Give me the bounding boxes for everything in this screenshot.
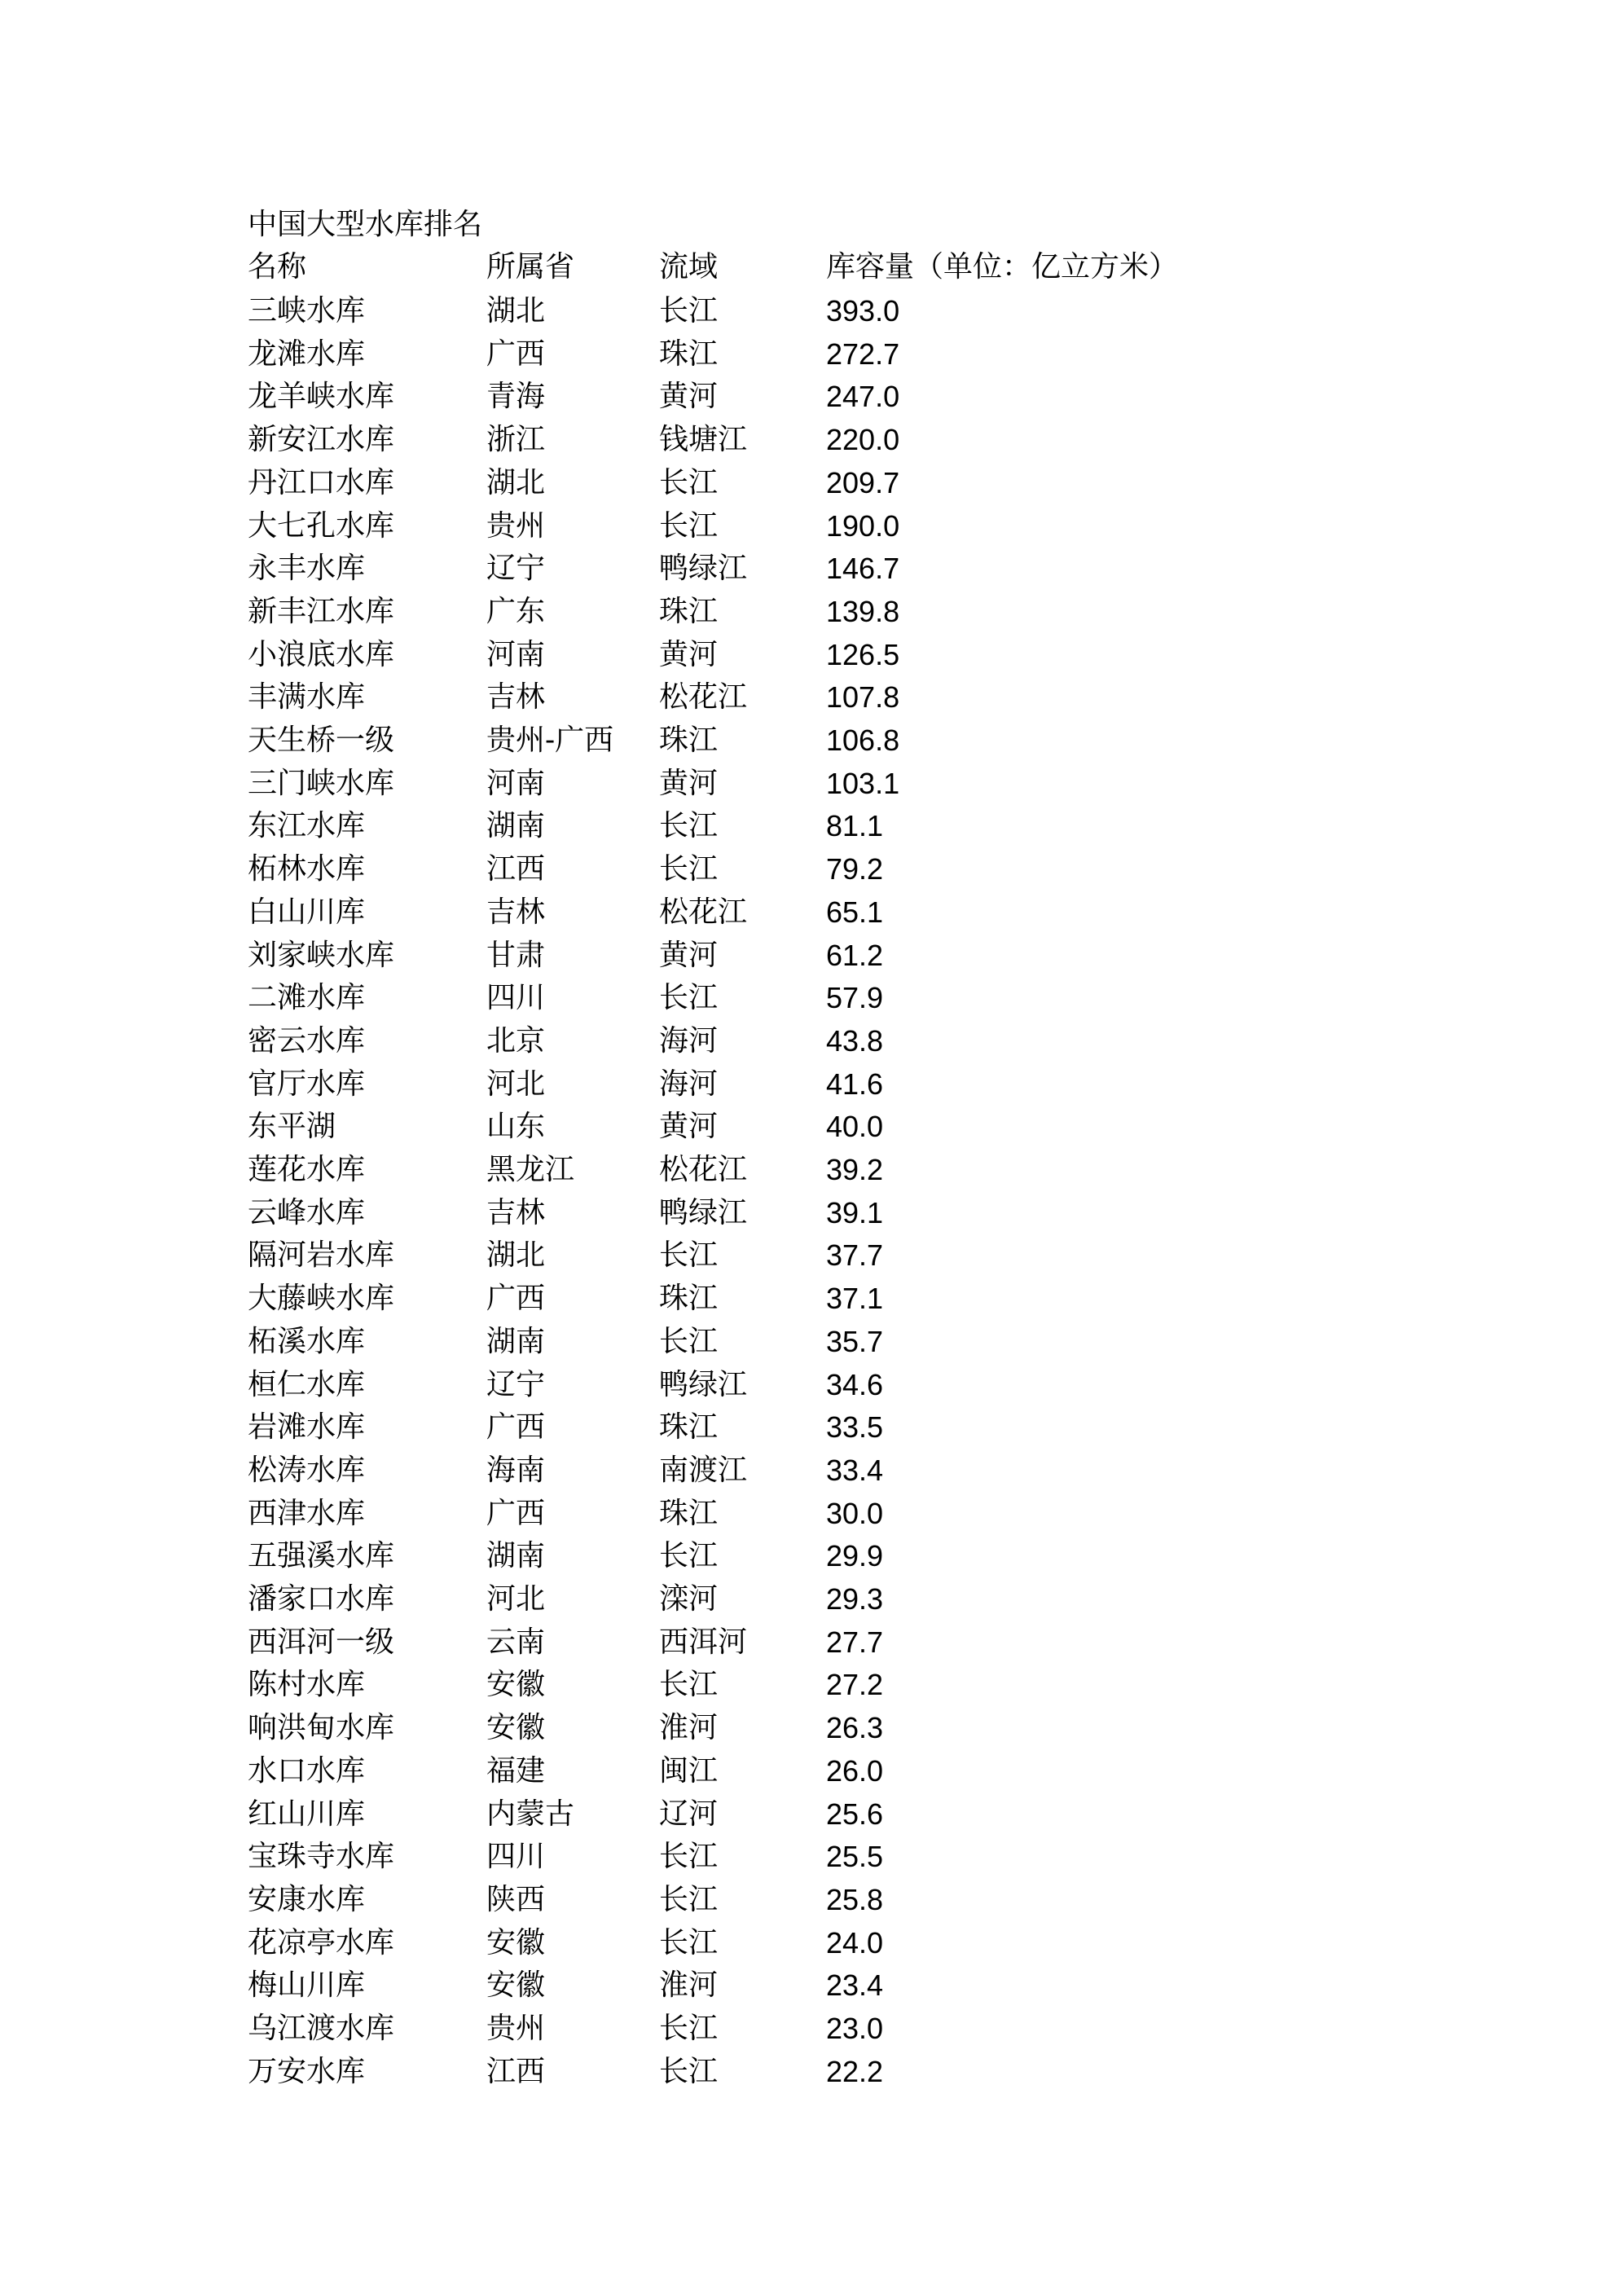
basin: 长江 <box>659 852 719 886</box>
reservoir-name: 丰满水库 <box>248 680 366 715</box>
capacity: 35.7 <box>826 1324 884 1358</box>
capacity: 40.0 <box>826 1110 884 1144</box>
reservoir-name: 龙滩水库 <box>248 336 366 371</box>
capacity: 34.6 <box>826 1367 884 1401</box>
reservoir-name: 西津水库 <box>248 1496 366 1530</box>
province: 安徽 <box>486 1668 546 1702</box>
reservoir-name: 隔河岩水库 <box>248 1238 395 1273</box>
reservoir-name: 丹江口水库 <box>248 465 395 499</box>
capacity: 29.9 <box>826 1539 884 1573</box>
basin: 黄河 <box>659 766 719 800</box>
basin: 珠江 <box>659 1410 719 1445</box>
basin: 辽河 <box>659 1797 719 1831</box>
province: 安徽 <box>486 1968 546 2003</box>
basin: 珠江 <box>659 724 719 757</box>
capacity: 25.8 <box>826 1882 884 1916</box>
reservoir-name: 新安江水库 <box>248 423 395 457</box>
basin: 黄河 <box>659 1110 719 1144</box>
header-province: 所属省 <box>486 250 575 284</box>
capacity: 23.0 <box>826 2012 884 2045</box>
reservoir-name: 西洱河一级 <box>248 1625 395 1659</box>
capacity: 146.7 <box>826 552 900 586</box>
basin: 闽江 <box>659 1753 719 1788</box>
capacity: 209.7 <box>826 465 900 499</box>
header-name: 名称 <box>248 250 307 284</box>
reservoir-name: 乌江渡水库 <box>248 2012 395 2045</box>
province: 北京 <box>486 1023 546 1058</box>
reservoir-name: 五强溪水库 <box>248 1539 395 1573</box>
reservoir-name: 柘溪水库 <box>248 1324 366 1358</box>
basin: 长江 <box>659 2054 719 2088</box>
province: 安徽 <box>486 1711 546 1745</box>
capacity: 57.9 <box>826 981 884 1015</box>
capacity: 106.8 <box>826 724 900 757</box>
province: 四川 <box>486 1840 546 1874</box>
capacity: 103.1 <box>826 766 900 800</box>
capacity: 61.2 <box>826 938 884 972</box>
capacity: 247.0 <box>826 380 900 414</box>
reservoir-name: 安康水库 <box>248 1882 366 1916</box>
province: 云南 <box>486 1625 546 1659</box>
capacity: 107.8 <box>826 680 900 715</box>
basin: 淮河 <box>659 1968 719 2003</box>
province: 黑龙江 <box>486 1153 575 1186</box>
reservoir-name: 三门峡水库 <box>248 766 395 800</box>
province: 浙江 <box>486 423 546 457</box>
basin: 长江 <box>659 465 719 499</box>
basin: 南渡江 <box>659 1453 748 1487</box>
basin: 长江 <box>659 1324 719 1358</box>
province: 河南 <box>486 637 546 671</box>
basin: 长江 <box>659 508 719 543</box>
reservoir-name: 三峡水库 <box>248 294 366 328</box>
reservoir-name: 响洪甸水库 <box>248 1711 395 1745</box>
capacity: 25.5 <box>826 1840 884 1874</box>
capacity: 190.0 <box>826 508 900 543</box>
province: 青海 <box>486 380 546 414</box>
province: 广西 <box>486 336 546 371</box>
province: 江西 <box>486 852 546 886</box>
reservoir-name: 莲花水库 <box>248 1153 366 1186</box>
basin: 鸭绿江 <box>659 1367 748 1401</box>
province: 河南 <box>486 766 546 800</box>
reservoir-name: 水口水库 <box>248 1753 366 1788</box>
capacity: 37.7 <box>826 1238 884 1273</box>
basin: 松花江 <box>659 680 748 715</box>
province: 山东 <box>486 1110 546 1144</box>
basin: 珠江 <box>659 1282 719 1316</box>
province: 海南 <box>486 1453 546 1487</box>
basin: 黄河 <box>659 938 719 972</box>
capacity: 81.1 <box>826 809 884 843</box>
capacity: 27.7 <box>826 1625 884 1659</box>
province: 贵州 <box>486 508 546 543</box>
basin: 珠江 <box>659 336 719 371</box>
capacity: 139.8 <box>826 594 900 628</box>
reservoir-name: 花凉亭水库 <box>248 1925 395 1960</box>
basin: 松花江 <box>659 895 748 929</box>
capacity: 33.4 <box>826 1453 884 1487</box>
capacity: 39.2 <box>826 1153 884 1186</box>
province: 广西 <box>486 1496 546 1530</box>
basin: 长江 <box>659 2012 719 2045</box>
province: 贵州-广西 <box>486 724 614 757</box>
basin: 钱塘江 <box>659 423 748 457</box>
province: 四川 <box>486 981 546 1015</box>
province: 湖南 <box>486 1324 546 1358</box>
basin: 滦河 <box>659 1582 719 1616</box>
capacity: 79.2 <box>826 852 884 886</box>
reservoir-name: 陈村水库 <box>248 1668 366 1702</box>
capacity: 126.5 <box>826 637 900 671</box>
capacity: 43.8 <box>826 1023 884 1058</box>
capacity: 23.4 <box>826 1968 884 2003</box>
capacity: 39.1 <box>826 1195 884 1229</box>
reservoir-name: 宝珠寺水库 <box>248 1840 395 1874</box>
basin: 长江 <box>659 1925 719 1960</box>
province: 福建 <box>486 1753 546 1788</box>
province: 安徽 <box>486 1925 546 1960</box>
province: 吉林 <box>486 1195 546 1229</box>
basin: 黄河 <box>659 637 719 671</box>
capacity: 25.6 <box>826 1797 884 1831</box>
document-title: 中国大型水库排名 <box>248 208 483 241</box>
reservoir-name: 白山川库 <box>248 895 366 929</box>
capacity: 26.3 <box>826 1711 884 1745</box>
basin: 西洱河 <box>659 1625 748 1659</box>
basin: 松花江 <box>659 1153 748 1186</box>
basin: 鸭绿江 <box>659 1195 748 1229</box>
province: 河北 <box>486 1582 546 1616</box>
reservoir-name: 桓仁水库 <box>248 1367 366 1401</box>
province: 甘肃 <box>486 938 546 972</box>
province: 湖北 <box>486 465 546 499</box>
reservoir-name: 东平湖 <box>248 1110 336 1144</box>
basin: 长江 <box>659 981 719 1015</box>
province: 辽宁 <box>486 552 546 586</box>
reservoir-name: 新丰江水库 <box>248 594 395 628</box>
capacity: 27.2 <box>826 1668 884 1702</box>
basin: 长江 <box>659 809 719 843</box>
capacity: 26.0 <box>826 1753 884 1788</box>
reservoir-name: 梅山川库 <box>248 1968 366 2003</box>
province: 广东 <box>486 594 546 628</box>
reservoir-name: 东江水库 <box>248 809 366 843</box>
reservoir-name: 刘家峡水库 <box>248 938 395 972</box>
reservoir-name: 云峰水库 <box>248 1195 366 1229</box>
capacity: 65.1 <box>826 895 884 929</box>
province: 吉林 <box>486 680 546 715</box>
province: 辽宁 <box>486 1367 546 1401</box>
basin: 长江 <box>659 1882 719 1916</box>
reservoir-name: 永丰水库 <box>248 552 366 586</box>
province: 广西 <box>486 1410 546 1445</box>
basin: 长江 <box>659 294 719 328</box>
capacity: 30.0 <box>826 1496 884 1530</box>
capacity: 29.3 <box>826 1582 884 1616</box>
province: 吉林 <box>486 895 546 929</box>
province: 广西 <box>486 1282 546 1316</box>
province: 江西 <box>486 2054 546 2088</box>
header-basin: 流域 <box>659 250 719 284</box>
header-capacity: 库容量（单位：亿立方米） <box>826 250 1179 284</box>
basin: 黄河 <box>659 380 719 414</box>
basin: 海河 <box>659 1023 719 1058</box>
capacity: 41.6 <box>826 1067 884 1101</box>
province: 湖南 <box>486 1539 546 1573</box>
reservoir-name: 龙羊峡水库 <box>248 380 395 414</box>
basin: 长江 <box>659 1539 719 1573</box>
capacity: 33.5 <box>826 1410 884 1445</box>
province: 湖北 <box>486 294 546 328</box>
reservoir-name: 潘家口水库 <box>248 1582 395 1616</box>
reservoir-name: 密云水库 <box>248 1023 366 1058</box>
basin: 海河 <box>659 1067 719 1101</box>
reservoir-name: 岩滩水库 <box>248 1410 366 1445</box>
reservoir-name: 万安水库 <box>248 2054 366 2088</box>
reservoir-name: 大七孔水库 <box>248 508 395 543</box>
province: 河北 <box>486 1067 546 1101</box>
province: 湖北 <box>486 1238 546 1273</box>
province: 贵州 <box>486 2012 546 2045</box>
basin: 长江 <box>659 1668 719 1702</box>
reservoir-name: 小浪底水库 <box>248 637 395 671</box>
capacity: 22.2 <box>826 2054 884 2088</box>
reservoir-name: 天生桥一级 <box>248 724 395 757</box>
reservoir-name: 大藤峡水库 <box>248 1282 395 1316</box>
basin: 淮河 <box>659 1711 719 1745</box>
reservoir-name: 红山川库 <box>248 1797 366 1831</box>
reservoir-name: 柘林水库 <box>248 852 366 886</box>
basin: 珠江 <box>659 594 719 628</box>
capacity: 220.0 <box>826 423 900 457</box>
basin: 长江 <box>659 1840 719 1874</box>
basin: 珠江 <box>659 1496 719 1530</box>
basin: 鸭绿江 <box>659 552 748 586</box>
reservoir-name: 官厅水库 <box>248 1067 366 1101</box>
province: 陕西 <box>486 1882 546 1916</box>
reservoir-name: 二滩水库 <box>248 981 366 1015</box>
capacity: 272.7 <box>826 336 900 371</box>
capacity: 37.1 <box>826 1282 884 1316</box>
capacity: 393.0 <box>826 294 900 328</box>
reservoir-name: 松涛水库 <box>248 1453 366 1487</box>
province: 湖南 <box>486 809 546 843</box>
capacity: 24.0 <box>826 1925 884 1960</box>
basin: 长江 <box>659 1238 719 1273</box>
province: 内蒙古 <box>486 1797 575 1831</box>
